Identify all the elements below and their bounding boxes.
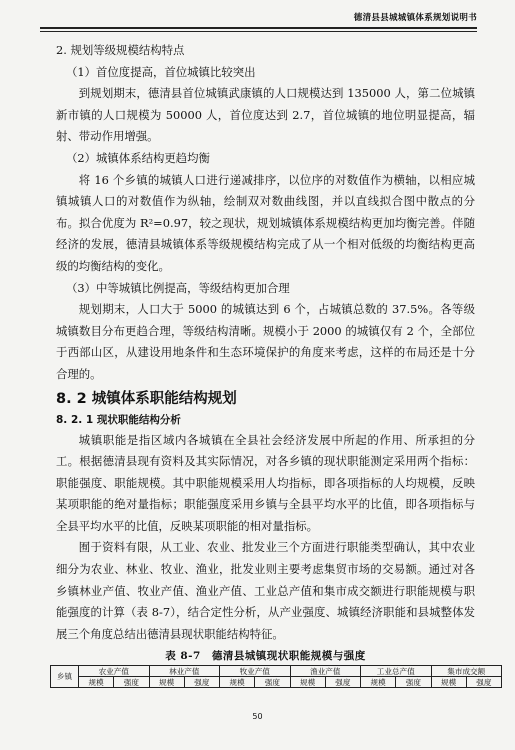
paragraph: 到规划期末，德清县首位城镇武康镇的人口规模达到 135000 人，第二位城镇新市镇的人口规模为 50000 人，首位度达到 2.7，首位城镇的地位明显提高，辐射、带动作用增强。	[56, 86, 475, 144]
paragraph: 囿于资料有限，从工业、农业、批发业三个方面进行职能类型确认，其中农业细分为农业、林业、牧业、渔业，批发业则主要考虑集贸市场的交易额。通过对各乡镇林业产值、牧业产值、渔业产值、工业总产值和集市成交额进行职能规模与职能强度的计算（表 8-7），结合定性分析，从产业强度、城镇经济职能和县城整体发展三个角度总结出德清县现状职能结构特征。	[56, 540, 475, 641]
header-title: 德清县县城城镇体系规划说明书	[353, 13, 477, 23]
table-header-group: 农业产值	[79, 666, 150, 677]
chapter-section-heading: 8. 2 城镇体系职能结构规划	[56, 390, 237, 407]
table-subheader-row	[51, 677, 502, 688]
paragraph: 将 16 个乡镇的城镇人口进行递减排序，以位序的对数值作为横轴，以相应城镇城镇人口的对数值作为纵轴，绘制双对数曲线图，并以直线拟合图中散点的分布。拟合优度为 R²=0.97，较之现状，规划城镇体系规模结构更加均衡完善。伴随经济的发展，德清县城镇体系等级规模结构完成了从一个相对低级的均衡结构更高级的均衡结构的变化。	[56, 172, 475, 273]
table-header-town: 乡镇	[51, 666, 79, 688]
table-caption: 表 8-7 德清县城镇现状职能规模与强度	[165, 650, 366, 663]
table-header-group: 牧业产值	[220, 666, 291, 677]
header-rule-thin	[40, 31, 477, 32]
table-subheader-strength: 强度	[325, 677, 360, 688]
table-header-group: 工业总产值	[361, 666, 432, 677]
table-subheader-strength: 强度	[255, 677, 290, 688]
table-header-row	[51, 666, 502, 677]
point-heading: （2）城镇体系结构更趋均衡	[66, 150, 210, 165]
function-table	[50, 665, 502, 688]
table-subheader-strength: 强度	[396, 677, 431, 688]
paragraph: 城镇职能是指区域内各城镇在全县社会经济发展中所起的作用、所承担的分工。根据德清县现有资料及其实际情况，对各乡镇的现状职能测定采用两个指标：职能强度、职能规模。其中职能规模采用人均指标，即各项指标的人均规模，反映某项职能的绝对量指标；职能强度采用乡镇与全县平均水平的比值，即各项指标与全县平均水平的比值，反映某项职能的相对量指标。	[56, 432, 475, 533]
table-subheader-strength: 强度	[184, 677, 219, 688]
table-header-group: 渔业产值	[290, 666, 361, 677]
header-rule	[40, 27, 477, 29]
page-number: 50	[252, 712, 263, 721]
section-heading: 2. 规划等级规模结构特点	[56, 43, 185, 57]
table-subheader-scale: 规模	[79, 677, 114, 688]
table-subheader-scale: 规模	[149, 677, 184, 688]
document-body	[56, 40, 492, 688]
point-heading: （1）首位度提高，首位城镇比较突出	[66, 64, 256, 79]
table-subheader-scale: 规模	[220, 677, 255, 688]
table-header-group: 集市成交额	[431, 666, 502, 677]
paragraph: 规划期末，人口大于 5000 的城镇达到 6 个，占城镇总数的 37.5%。各等级城镇数目分布更趋合理，等级结构清晰。规模小于 2000 的城镇仅有 2 个，全部位于西部山区，从建设用地条件和生态环境保护的角度来考虑，这样的布局还是十分合理的。	[56, 302, 475, 381]
table-subheader-scale: 规模	[361, 677, 396, 688]
table-subheader-scale: 规模	[290, 677, 325, 688]
table-subheader-strength: 强度	[466, 677, 501, 688]
point-heading: （3）中等城镇比例提高，等级结构更加合理	[66, 280, 290, 295]
table-subheader-scale: 规模	[431, 677, 466, 688]
table-header-group: 林业产值	[149, 666, 220, 677]
table-subheader-strength: 强度	[114, 677, 149, 688]
subsection-heading: 8. 2. 1 现状职能结构分析	[56, 413, 181, 426]
